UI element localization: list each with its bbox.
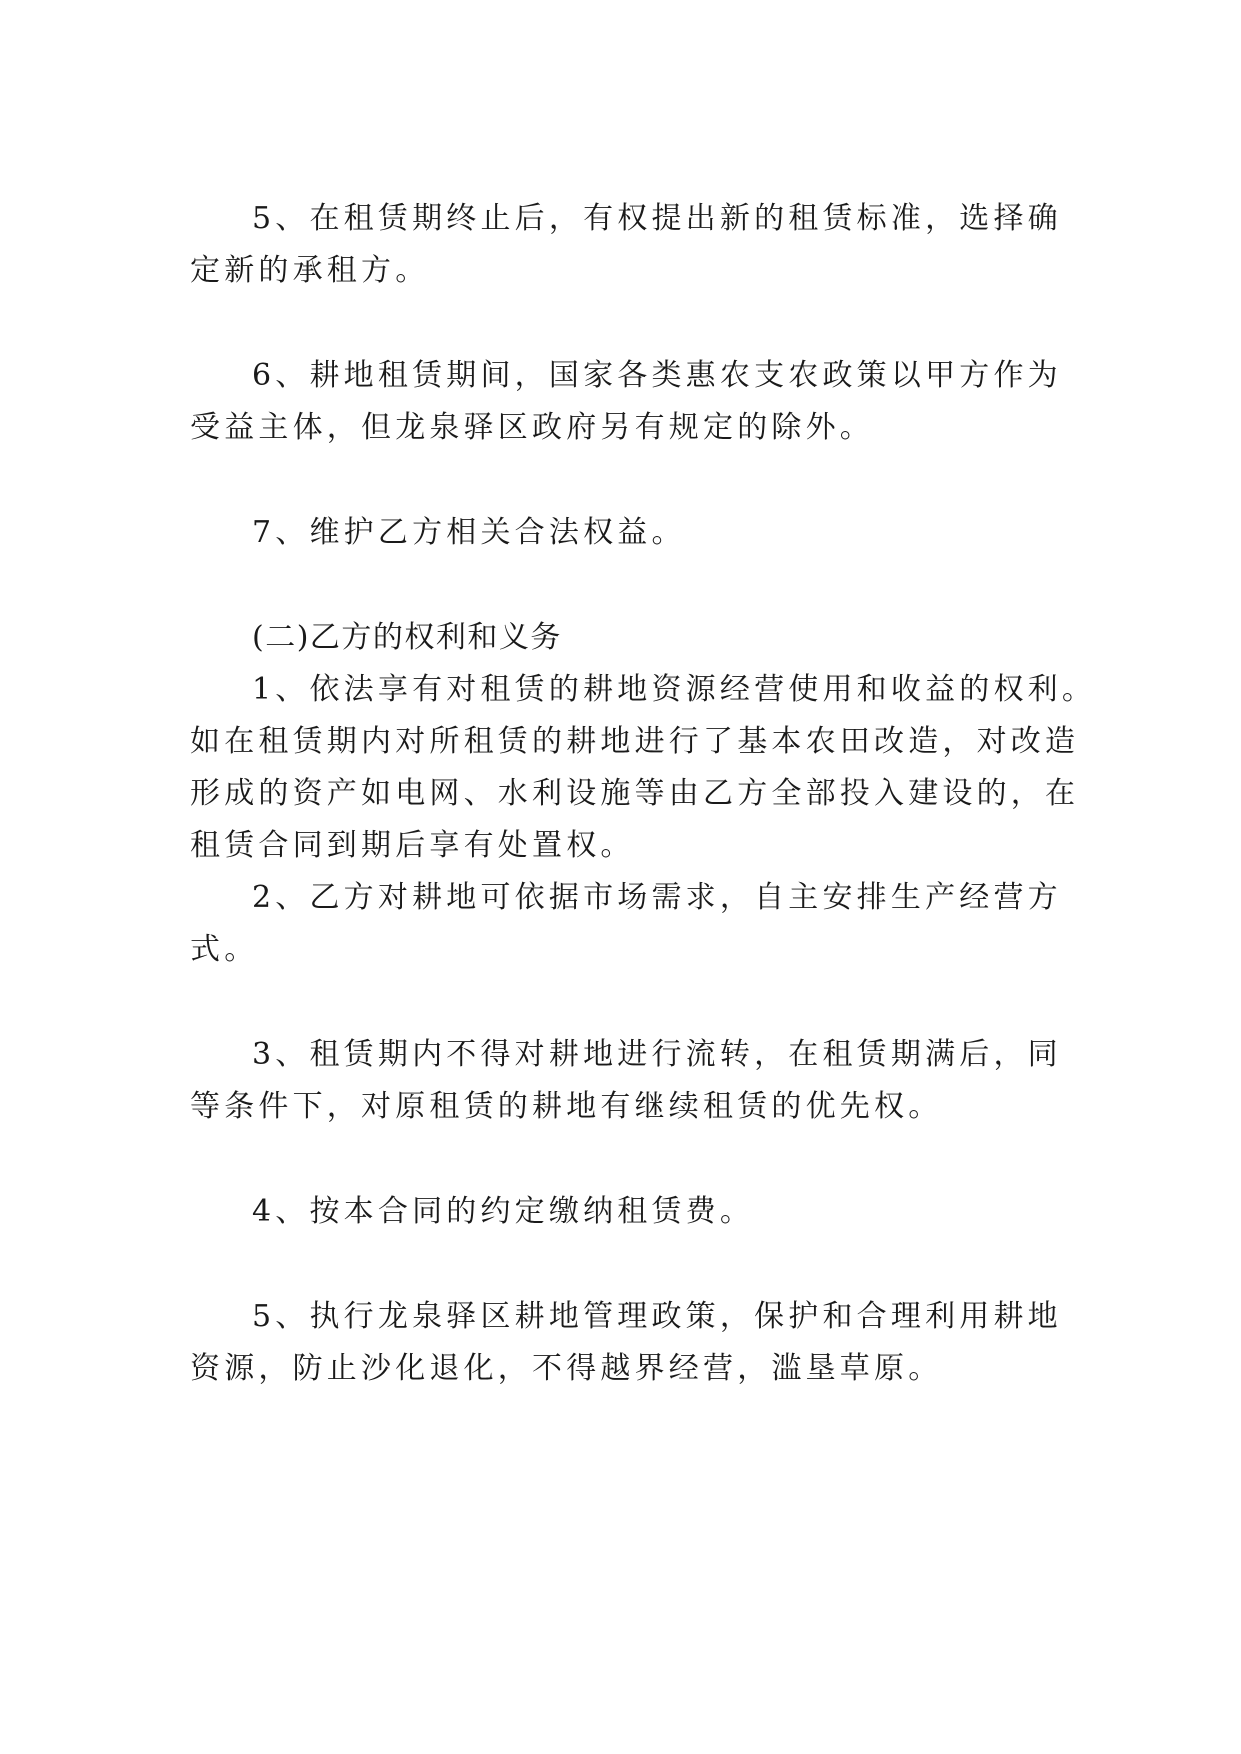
paragraph-6-line-1: 6、耕地租赁期间，国家各类惠农支农政策以甲方作为: [252, 358, 1062, 393]
paragraph-b4-line-1: 4、按本合同的约定缴纳租赁费。: [252, 1194, 755, 1229]
paragraph-b1-line-4: 租赁合同到期后享有处置权。: [190, 828, 635, 863]
paragraph-6-line-2: 受益主体，但龙泉驿区政府另有规定的除外。: [190, 410, 874, 445]
paragraph-5-line-1: 5、在租赁期终止后，有权提出新的租赁标准，选择确: [252, 201, 1062, 236]
paragraph-b5-line-2: 资源，防止沙化退化，不得越界经营，滥垦草原。: [190, 1351, 943, 1386]
paragraph-b1-line-2: 如在租赁期内对所租赁的耕地进行了基本农田改造，对改造: [190, 724, 1080, 759]
paragraph-5-line-2: 定新的承租方。: [190, 253, 430, 288]
paragraph-b3-line-1: 3、租赁期内不得对耕地进行流转，在租赁期满后，同: [252, 1037, 1062, 1072]
paragraph-7-line-1: 7、维护乙方相关合法权益。: [252, 515, 686, 550]
section-heading-party-b: (二)乙方的权利和义务: [252, 620, 562, 655]
paragraph-b1-line-1: 1、依法享有对租赁的耕地资源经营使用和收益的权利。: [252, 672, 1097, 707]
paragraph-b3-line-2: 等条件下，对原租赁的耕地有继续租赁的优先权。: [190, 1089, 943, 1124]
paragraph-b2-line-2: 式。: [190, 932, 259, 967]
paragraph-b2-line-1: 2、乙方对耕地可依据市场需求，自主安排生产经营方: [252, 880, 1062, 915]
paragraph-b5-line-1: 5、执行龙泉驿区耕地管理政策，保护和合理利用耕地: [252, 1299, 1062, 1334]
paragraph-b1-line-3: 形成的资产如电网、水利设施等由乙方全部投入建设的，在: [190, 776, 1080, 811]
